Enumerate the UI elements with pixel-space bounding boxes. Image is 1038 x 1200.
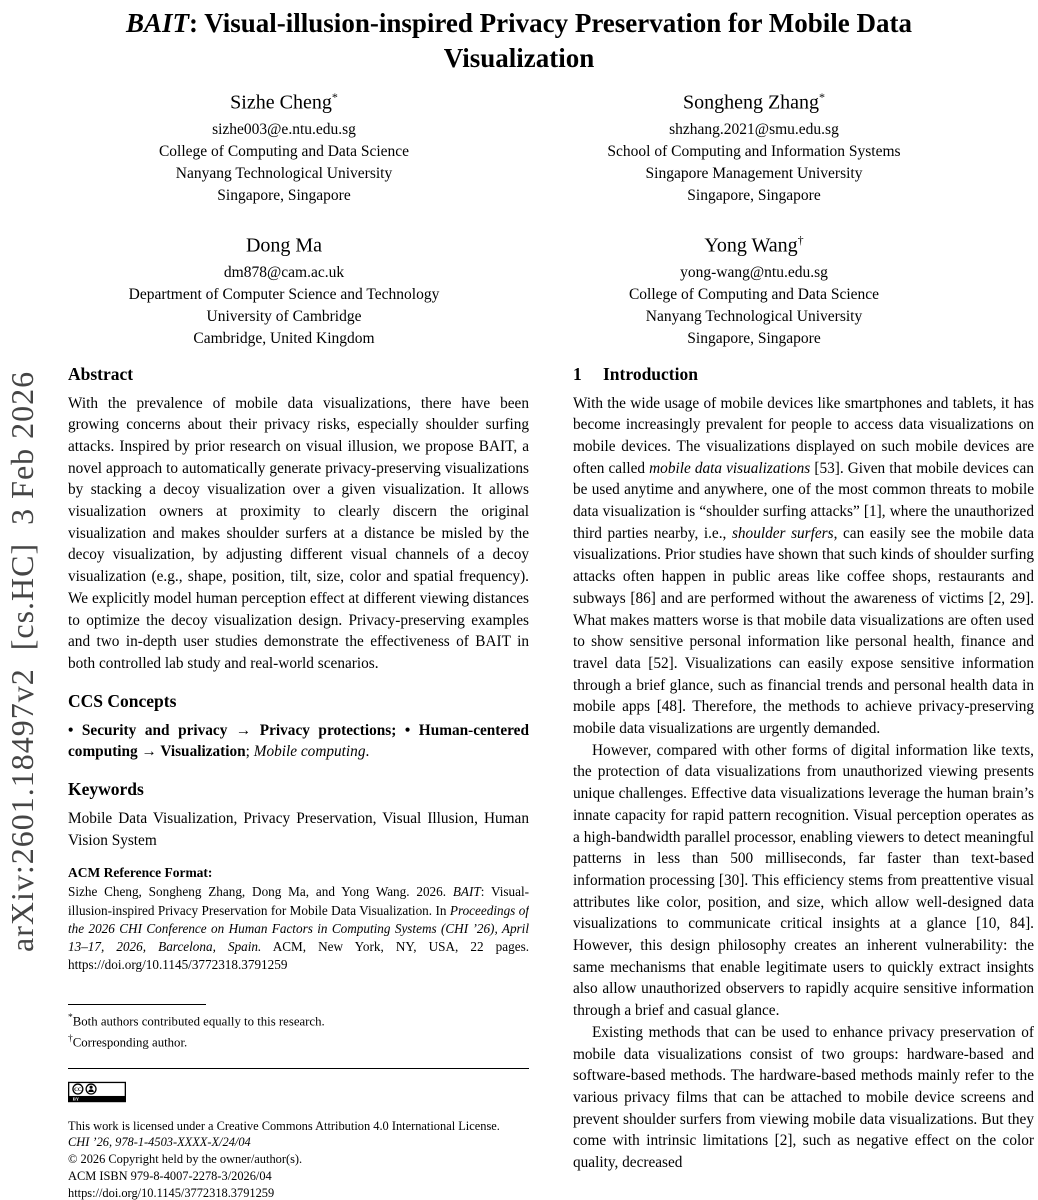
paper-title-emphasis: BAIT xyxy=(125,8,190,38)
author-mark: * xyxy=(331,90,338,105)
author-location: Singapore, Singapore xyxy=(217,186,351,204)
author-university: Singapore Management University xyxy=(645,164,863,182)
introduction-heading xyxy=(573,364,1034,385)
acm-reference-paragraph: Sizhe Cheng, Songheng Zhang, Dong Ma, and Yong Wang. 2026. BAIT: Visual-illusion-inspired Privacy Preservation for Mobile Data Visualization. In Proceedings of the 2026 CHI Conference on Human Factors in Computing Systems (CHI ’26), April 13–17, 2026, Barcelona, Spain. ACM, New York, NY, USA, 22 pages. https://doi.org/10.1145/3772318.3791259 xyxy=(68,884,529,973)
author-block-4 xyxy=(519,233,989,350)
abstract-paragraph: With the prevalence of mobile data visualizations, there have been growing concerns about their privacy risks, especially shoulder surfing attacks. Inspired by prior research on visual illusion, we propose BAIT, a novel approach to automatically generate privacy-preserving visualizations by stacking a decoy visualization over a given visualization. It allows visualization owners at proximity to clearly discern the original visualization and makes shoulder surfers at a distance be misled by the decoy visualization, by adjusting different visual channels of a decoy visualization (e.g., shape, position, tilt, size, color and spatial frequency). We explicitly model human perception effect at different viewing distances to optimize the decoy visualization design. Privacy-preserving examples and two in-depth user studies demonstrate the effectiveness of BAIT in both controlled lab study and real-world scenarios. xyxy=(68,394,529,672)
authors-grid xyxy=(49,90,989,349)
section-number: 1 xyxy=(573,363,582,384)
conference-isbn-line: CHI ’26, 978-1-4503-XXXX-X/24/04 xyxy=(68,1135,251,1150)
abstract-text xyxy=(68,393,529,675)
doi-link[interactable]: https://doi.org/10.1145/3772318.3791259 xyxy=(68,1185,275,1200)
author-department: School of Computing and Information Systems xyxy=(607,142,901,160)
author-location: Singapore, Singapore xyxy=(687,186,821,204)
author-department: College of Computing and Data Science xyxy=(158,142,410,160)
author-location: Singapore, Singapore xyxy=(687,329,821,347)
cc-by-badge xyxy=(68,1077,529,1112)
footnote-mark: * xyxy=(68,1012,73,1023)
author-name: Yong Wang† xyxy=(704,232,804,257)
ccs-paragraph: • Security and privacy → Privacy protections; • Human-centered computing → Visualization; Mobile computing. xyxy=(68,721,529,761)
author-name: Sizhe Cheng* xyxy=(230,90,338,114)
paper-title xyxy=(59,6,979,76)
creative-commons-icon xyxy=(68,1077,126,1107)
author-mark: * xyxy=(819,90,826,105)
right-column xyxy=(573,362,1034,1200)
intro-paragraph-2: However, compared with other forms of digital information like texts, the protection of data visualizations from unauthorized viewing presents unique challenges. Effective data visualizations leverage the human brain’s innate capacity for rapid pattern recognition. Visual perception operates as a high-bandwidth parallel processor, enabling viewers to detect meaningful patterns in less than 500 milliseconds, far faster than text-based information processing [30]. This efficiency stems from preattentive visual attributes like color, position, and size, which allow well-designed data visualizations to communicate critical insights at a glance [10, 84]. However, this design philosophy creates an inherent vulnerability: the same mechanisms that enable legitimate users to quickly extract insights also allow unauthorized observers to rapidly acquire sensitive information through a brief and casual glance. xyxy=(573,741,1034,1020)
license-block xyxy=(68,1118,529,1200)
author-email: shzhang.2021@smu.edu.sg xyxy=(669,120,839,138)
intro-paragraph-3: Existing methods that can be used to enhance privacy preservation of mobile data visualizations consist of two groups: hardware-based and software-based methods. The hardware-based methods mainly refer to the various privacy films that can be attached to mobile device screens and prevent shoulder surfers from viewing mobile data visualizations. But they come with intrinsic limitations [2], such as negative effect on the color quality, decreased xyxy=(573,1023,1034,1172)
paper-title-rest: : Visual-illusion-inspired Privacy Preservation for Mobile Data Visualization xyxy=(189,8,912,74)
author-location: Cambridge, United Kingdom xyxy=(193,329,375,347)
acm-reference-heading: ACM Reference Format: xyxy=(68,865,213,881)
author-block-2 xyxy=(519,90,989,207)
keywords-text xyxy=(68,808,529,851)
author-email: dm878@cam.ac.uk xyxy=(223,263,345,281)
arxiv-watermark: arXiv:2601.18497v2 [cs.HC] 3 Feb 2026 xyxy=(4,370,40,952)
author-block-3 xyxy=(49,233,519,350)
footnote-mark: † xyxy=(68,1033,73,1044)
svg-text:BY: BY xyxy=(72,1096,80,1102)
ccs-concepts-heading: CCS Concepts xyxy=(68,690,177,711)
svg-text:CC: CC xyxy=(74,1086,82,1093)
introduction-text xyxy=(573,393,1034,1174)
acm-isbn-line: ACM ISBN 979-8-4007-2278-3/2026/04 xyxy=(68,1168,272,1183)
footnote-equal-contribution: *Both authors contributed equally to this research. xyxy=(68,1012,325,1029)
author-department: Department of Computer Science and Technology xyxy=(128,285,440,303)
license-statement: This work is licensed under a Creative Commons Attribution 4.0 International License. xyxy=(68,1118,500,1133)
author-department: College of Computing and Data Science xyxy=(628,285,880,303)
footnote-rule xyxy=(68,1004,206,1005)
intro-paragraph-1: With the wide usage of mobile devices like smartphones and tablets, it has become increasingly prevalent for people to access data visualizations on mobile devices. The visualizations displayed on such mobile devices are often called mobile data visualizations [53]. Given that mobile devices can be used anytime and anywhere, one of the most common threats to mobile data visualization is “shoulder surfing attacks” [1], where the unauthorized third parties nearby, i.e., shoulder surfers, can easily see the mobile data visualizations. Prior studies have shown that such kinds of shoulder surfing attacks often happen in public areas like coffee shops, restaurants and subways [86] and are performed without the awareness of victims [2, 29]. What makes matters worse is that mobile data visualizations are often used to show sensitive personal information like personal health, finance and travel data [52]. Visualizations can easily expose sensitive information through a brief glance, such as financial trends and personal health data in mobile apps [48]. Therefore, the methods to achieve privacy-preserving mobile data visualizations are urgently demanded. xyxy=(573,394,1034,738)
keywords-heading: Keywords xyxy=(68,779,144,800)
ccs-concepts-text xyxy=(68,720,529,763)
footnote-corresponding-author: †Corresponding author. xyxy=(68,1033,188,1050)
section-title: Introduction xyxy=(603,363,698,384)
left-column xyxy=(68,362,529,1200)
author-email: yong-wang@ntu.edu.sg xyxy=(680,263,828,281)
author-block-1 xyxy=(49,90,519,207)
author-name: Dong Ma xyxy=(245,234,323,257)
first-page-bottom-block xyxy=(68,1004,529,1200)
paper-header xyxy=(0,0,1038,350)
two-column-body xyxy=(0,350,1038,1200)
author-university: University of Cambridge xyxy=(206,307,362,325)
author-mark: † xyxy=(797,232,804,247)
keywords-paragraph: Mobile Data Visualization, Privacy Preservation, Visual Illusion, Human Vision System xyxy=(68,810,529,849)
author-email: sizhe003@e.ntu.edu.sg xyxy=(212,120,356,138)
acm-reference-text xyxy=(68,883,529,974)
author-university: Nanyang Technological University xyxy=(175,164,393,182)
license-rule xyxy=(68,1068,529,1069)
author-university: Nanyang Technological University xyxy=(645,307,863,325)
copyright-line: © 2026 Copyright held by the owner/author(s). xyxy=(68,1152,303,1167)
author-name: Songheng Zhang* xyxy=(682,90,826,114)
abstract-heading: Abstract xyxy=(68,363,134,384)
